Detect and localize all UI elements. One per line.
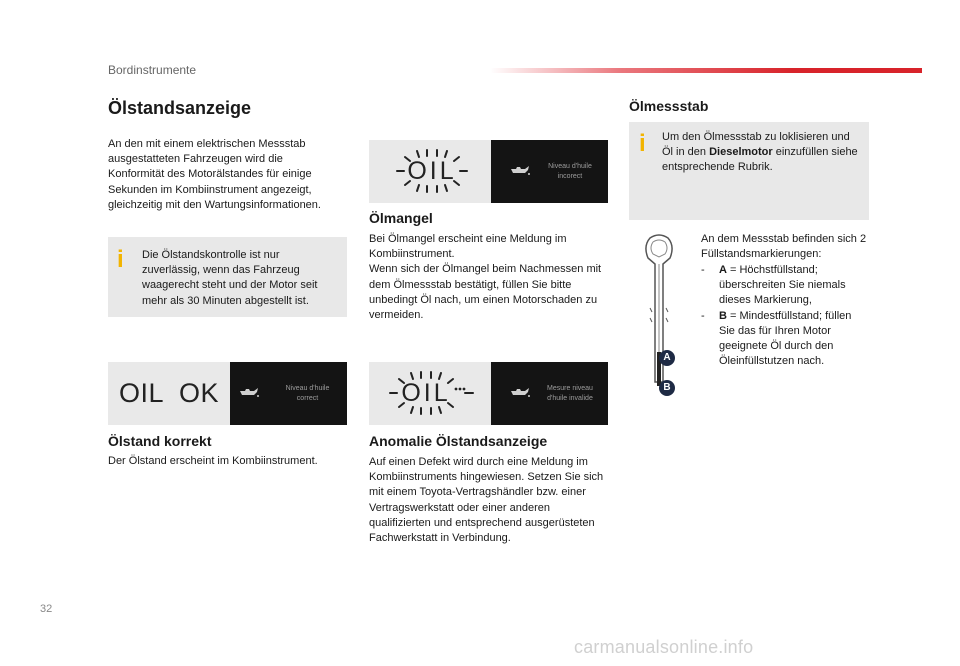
dipstick-intro: An dem Messstab befinden sich 2 Füllstandsmarkierungen: [701, 233, 867, 261]
info-box-level-check [108, 237, 347, 317]
oil-display: OIL [401, 379, 451, 407]
ok-text: Der Ölstand erscheint im Kombiinstrument. [108, 455, 318, 467]
dipstick-info-text [662, 130, 862, 176]
list-text: = Mindestfüllstand; füllen Sie das für Ihren Motor geeignete Öl durch den Öleinfüllstutzen nach. [719, 309, 852, 368]
list-item [701, 263, 869, 309]
list-dash: - [701, 309, 705, 322]
oil-can-icon [509, 386, 531, 398]
info-text-pre: Um den Ölmessstab zu loklisieren und Öl in den [662, 131, 850, 159]
panel-message-line1: Mesure niveau [547, 385, 593, 392]
info-text-post: einzufüllen siehe entsprechende Rubrik. [662, 146, 858, 174]
low-oil-heading: Ölmangel [369, 210, 433, 226]
intro-paragraph: An den mit einem elektrischen Messstab ausgestatteten Fahrzeugen wird die Konformität des Motorälstandes für einige Sekunden im Kombiinstrument angezeigt, gleichzeitig mit den Wartungsinformationen. [108, 138, 321, 211]
panel-message [535, 162, 605, 182]
oil-display: OIL [407, 157, 457, 185]
section-label: Bordinstrumente [108, 63, 197, 77]
info-box-dipstick [629, 122, 869, 220]
marker-b-badge: B [659, 380, 675, 396]
oil-ok-display: OIL OK [118, 378, 220, 408]
dashboard-panel-error [369, 362, 608, 425]
panel-screen [230, 362, 347, 425]
dipstick-illustration [632, 232, 682, 398]
panel-display [108, 362, 230, 425]
panel-screen [491, 140, 608, 203]
header-accent-bar [490, 68, 922, 73]
marker-a-badge: A [659, 350, 675, 366]
list-text: = Höchstfüllstand; überschreiten Sie niemals dieses Markierung, [719, 264, 846, 307]
ok-heading: Ölstand korrekt [108, 433, 212, 449]
panel-message-line2: d'huile invalide [547, 395, 593, 402]
panel-message-line2: correct [296, 395, 319, 402]
watermark: carmanualsonline.info [574, 637, 754, 657]
dashboard-panel-low [369, 140, 608, 203]
info-text-bold: Dieselmotor [709, 146, 773, 159]
page-title: Ölstandsanzeige [108, 98, 252, 118]
info-icon: i [117, 246, 124, 273]
error-text: Auf einen Defekt wird durch eine Meldung im Kombiinstruments hingewiesen. Setzen Sie sich mit einem Toyota-Vertragshändler bzw. einer Vertragswerkstatt oder einer anderen qualifizierten und entsprechend ausgerüsteten Fachwerkstatt in Verbindung. [369, 456, 604, 545]
oil-can-icon [509, 164, 531, 176]
panel-message-line1: Niveau d'huile [548, 163, 592, 170]
panel-display [369, 362, 491, 425]
panel-message-line2: incorect [557, 173, 583, 180]
list-dash: - [701, 264, 705, 276]
list-key: B [719, 309, 727, 322]
dashboard-panel-ok [108, 362, 347, 425]
page-number: 32 [40, 603, 53, 615]
info-text: Die Ölstandskontrolle ist nur zuverlässig, wenn das Fahrzeug waagerecht steht und der Motor seit mehr als 30 Minuten abgestellt ist. [142, 249, 318, 307]
info-icon: i [639, 130, 646, 157]
panel-display [369, 140, 491, 203]
list-item [701, 309, 869, 370]
panel-message [270, 384, 345, 404]
oil-can-icon [238, 386, 260, 398]
panel-screen [491, 362, 608, 425]
error-heading: Anomalie Ölstandsanzeige [369, 433, 548, 449]
panel-message [535, 384, 605, 404]
dipstick-markings-list [701, 263, 869, 369]
list-key: A [719, 264, 727, 276]
low-oil-text: Bei Ölmangel erscheint eine Meldung im Kombiinstrument. Wenn sich der Ölmangel beim Nachmessen mit dem Ölmessstab bestätigt, füllen Sie bitte unbedingt Öl nach, um einen Motorschaden zu vermeiden. [369, 233, 602, 322]
dipstick-heading: Ölmessstab [629, 98, 709, 114]
panel-message-line1: Niveau d'huile [285, 385, 330, 392]
